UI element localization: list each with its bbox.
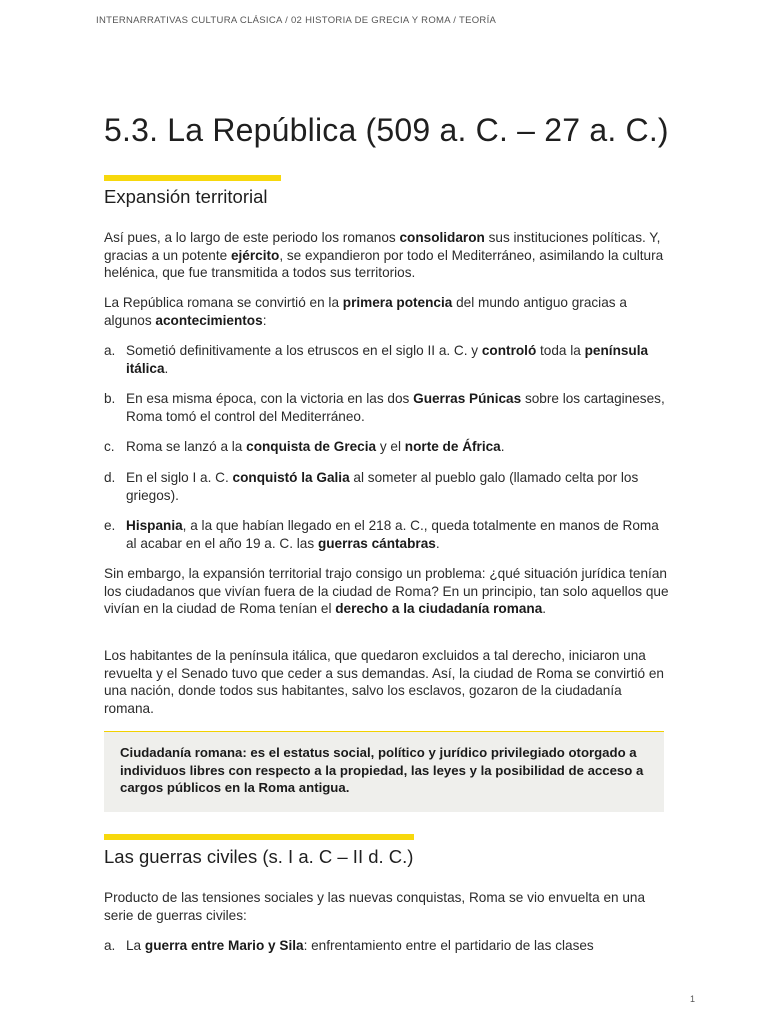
- accent-bar: [104, 834, 414, 840]
- paragraph: Así pues, a lo largo de este periodo los romanos consolidaron sus instituciones políticas. Y, gracias a un potente ejército, se expandieron por todo el Mediterráneo, asimilando la cultura helénica, que fue transmitida a todos sus territorios.: [104, 230, 664, 280]
- paragraph: Sin embargo, la expansión territorial trajo consigo un problema: ¿qué situación jurídica tenían los ciudadanos que vivían fuera de la ciudad de Roma? En un principio, tan solo aquellos que vivían en la ciudad de Roma tenían el derecho a la ciudadanía romana.: [104, 566, 669, 616]
- running-header: INTERNARRATIVAS CULTURA CLÁSICA / 02 HISTORIA DE GRECIA Y ROMA / TEORÍA: [96, 15, 497, 26]
- page-title: 5.3. La República (509 a. C. – 27 a. C.): [104, 112, 669, 148]
- paragraph: Los habitantes de la península itálica, que quedaron excluidos a tal derecho, iniciaron una revuelta y el Senado tuvo que ceder a sus demandas. Así, la ciudad de Roma se convirtió en una nación, donde todos sus habitantes, salvo los esclavos, gozaron de la ciudadanía romana.: [104, 648, 664, 716]
- accent-bar: [104, 175, 281, 181]
- paragraph: La República romana se convirtió en la primera potencia del mundo antiguo gracias a algunos acontecimientos:: [104, 295, 627, 328]
- page-number: 1: [690, 994, 696, 1004]
- list-item: d. En el siglo I a. C. conquistó la Galia al someter al pueblo galo (llamado celta por los griegos).: [104, 470, 639, 503]
- list-item: a. La guerra entre Mario y Sila: enfrentamiento entre el partidario de las clases: [104, 938, 594, 953]
- paragraph: Producto de las tensiones sociales y las nuevas conquistas, Roma se vio envuelta en una serie de guerras civiles:: [104, 890, 646, 923]
- section-heading-expansion: Expansión territorial: [104, 186, 268, 207]
- list-item: a. Sometió definitivamente a los etruscos en el siglo II a. C. y controló toda la península itálica.: [104, 343, 649, 376]
- list-item: e. Hispania, a la que habían llegado en el 218 a. C., queda totalmente en manos de Roma al acabar en el año 19 a. C. las guerras cántabras.: [104, 518, 659, 551]
- definition-box: Ciudadanía romana: es el estatus social, político y jurídico privilegiado otorgado a individuos libres con respecto a la propiedad, las leyes y la posibilidad de acceso a cargos públicos en la Roma antigua.: [104, 731, 664, 812]
- section-heading-civil-wars: Las guerras civiles (s. I a. C – II d. C.): [104, 846, 414, 867]
- list-item: b. En esa misma época, con la victoria en las dos Guerras Púnicas sobre los cartagineses, Roma tomó el control del Mediterráneo.: [104, 391, 665, 424]
- list-item: c. Roma se lanzó a la conquista de Grecia y el norte de África.: [104, 439, 505, 454]
